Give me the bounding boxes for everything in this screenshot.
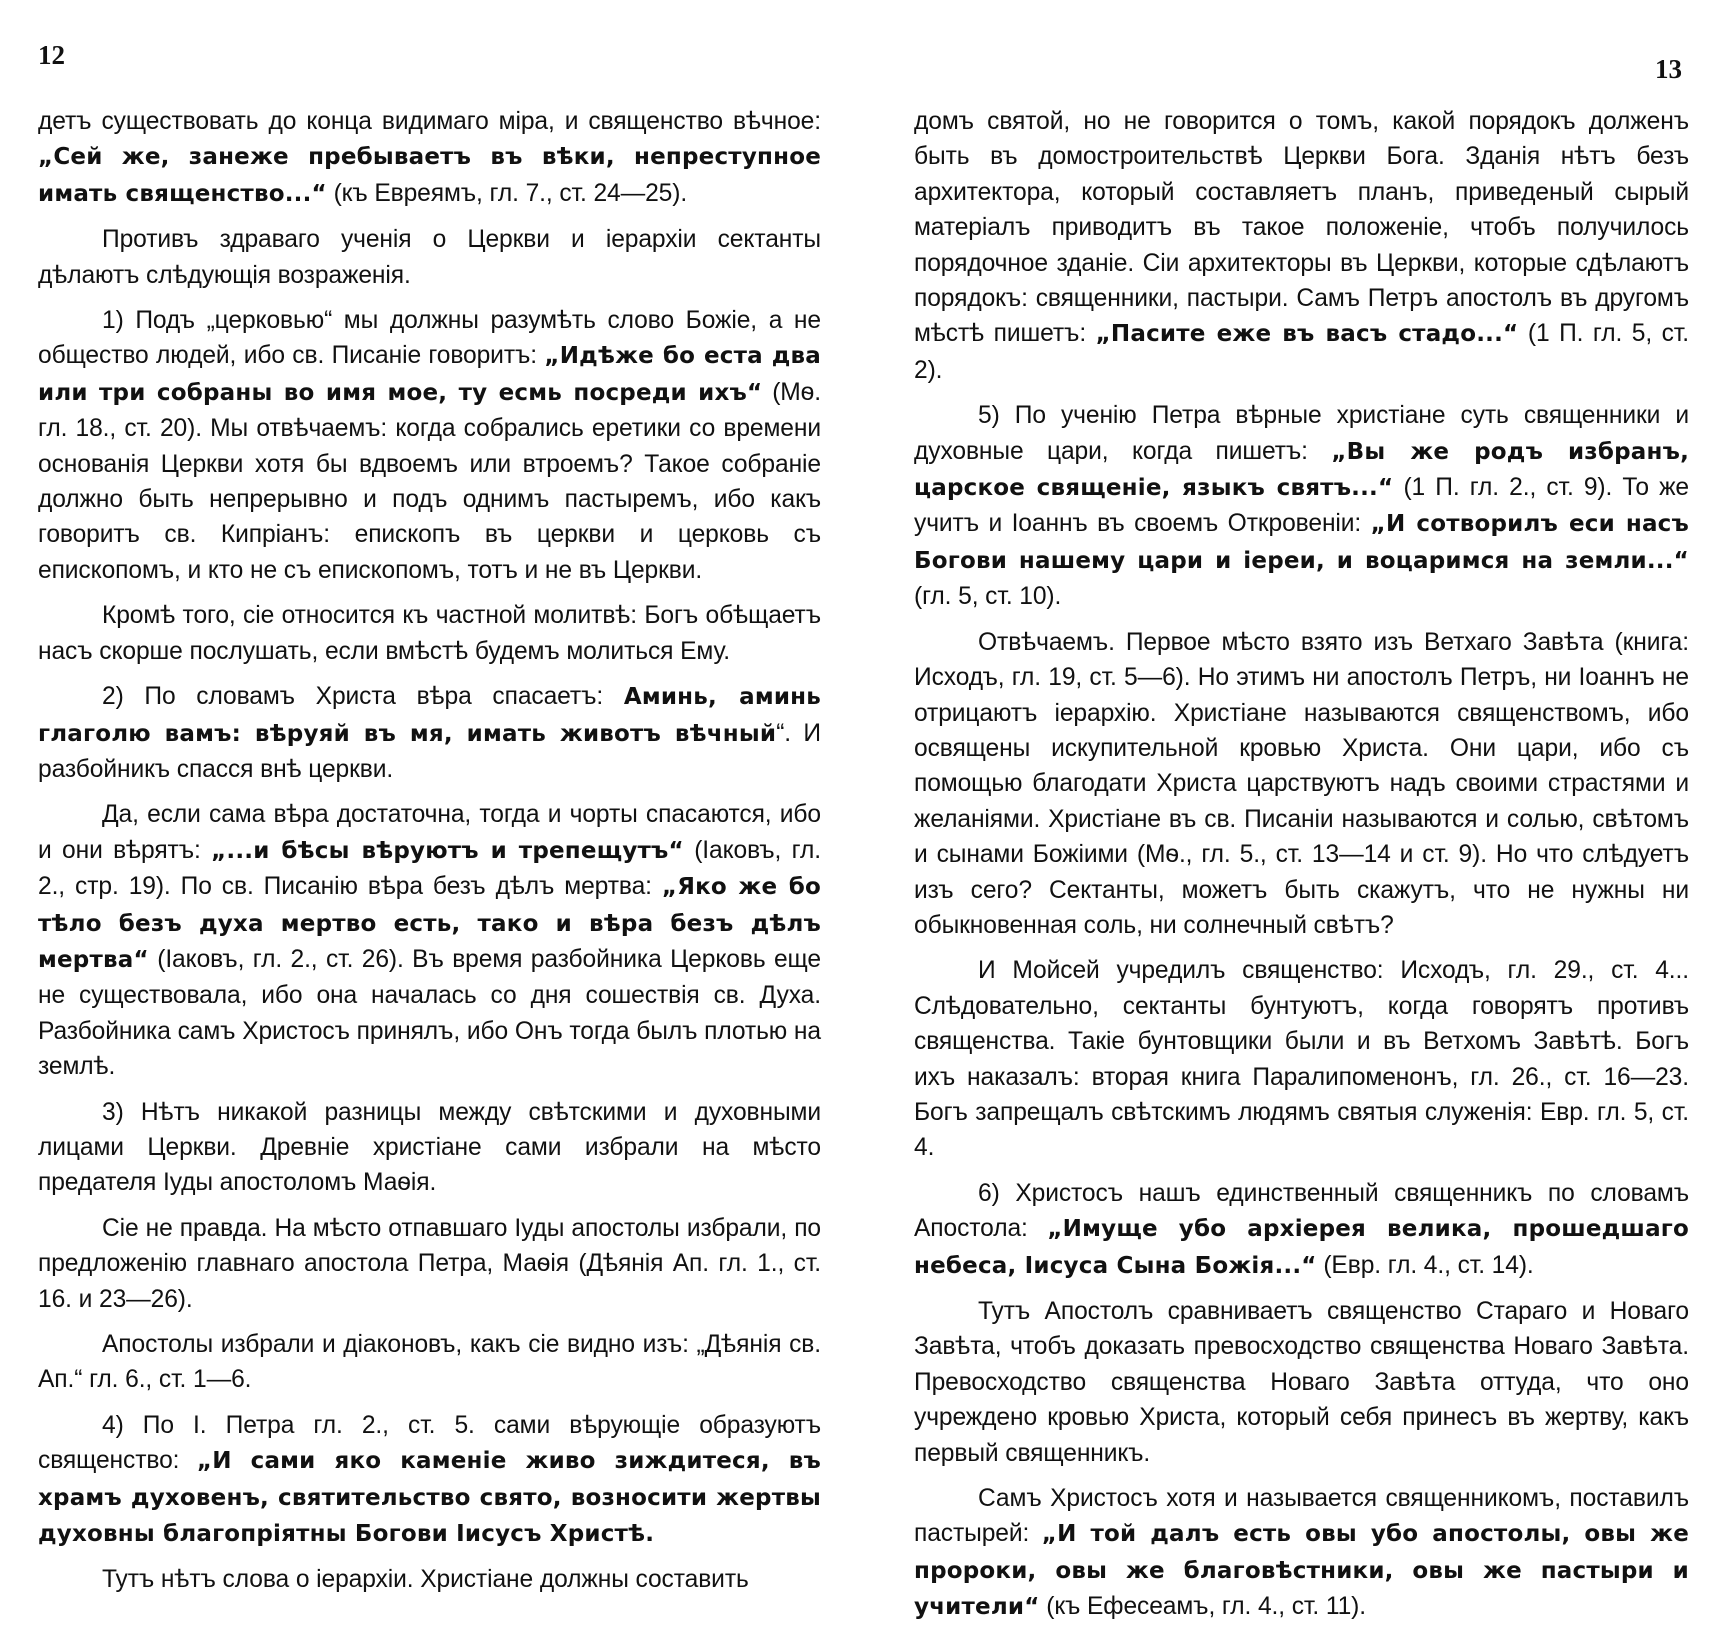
paragraph: 1) Подъ „церковью“ мы должны разумѣть слово Божіе, а не общество людей, ибо св. Писаніе говоритъ: „Идѣже бо еста два или три собраны во имя мое, ту есмь посреди ихъ“ (Мѳ. гл. 18., ст. 20). Мы отвѣчаемъ: когда собрались еретики со времени основанія Церкви хотя бы вдвоемъ или втроемъ? Такое собраніе должно быть непрерывно и подъ однимъ пастыремъ, ибо какъ говоритъ св. Кипріанъ: епископъ въ церкви и церковь съ епископомъ, и кто не съ епископомъ, тотъ и не въ Церкви. <box>38 307 821 584</box>
paragraph: Самъ Христосъ хотя и называется священникомъ, поставилъ пастырей: „И той далъ есть овы убо апостолы, овы же пророки, овы же благовѣстники, овы же пастыри и учители“ (къ Ефесеамъ, гл. 4., ст. 11). <box>914 1485 1689 1621</box>
paragraph: 2) По словамъ Христа вѣра спасаетъ: Аминь, аминь глаголю вамъ: вѣруяй въ мя, имать животъ вѣчный“. И разбойникъ спасся внѣ церкви. <box>38 683 821 783</box>
church-slavonic-quote: „Имуще убо архіерея велика, прошедшаго небеса, Іисуса Сына Божія...“ <box>914 1216 1690 1279</box>
paragraph: Апостолы избрали и діаконовъ, какъ сіе видно изъ: „Дѣянія св. Ап.“ гл. 6., ст. 1—6. <box>38 1331 821 1394</box>
church-slavonic-quote: „Пасите еже въ васъ стадо...“ <box>1095 321 1519 348</box>
paragraph: детъ существовать до конца видимаго міра, и священство вѣчное: „Сей же, занеже пребываетъ въ вѣки, непреступное имать священство...“ (къ Евреямъ, гл. 7., ст. 24—25). <box>38 108 821 207</box>
paragraph: Кромѣ того, сіе относится къ частной молитвѣ: Богъ обѣщаетъ насъ скорше послушать, если вмѣстѣ будемъ молиться Ему. <box>38 602 821 665</box>
paragraph: Сіе не правда. На мѣсто отпавшаго Іуды апостолы избрали, по предложенію главнаго апостола Петра, Маѳія (Дѣянія Ап. гл. 1., ст. 16. и 23—26). <box>38 1214 821 1313</box>
church-slavonic-quote: „И той далъ есть овы убо апостолы, овы же пророки, овы же благовѣстники, овы же пастыри и учители“ <box>914 1521 1689 1621</box>
church-slavonic-quote: „...и бѣсы вѣруютъ и трепещутъ“ <box>211 837 684 864</box>
church-slavonic-quote: „И сотворилъ еси насъ Богови нашему цари и іереи, и воцаримся на земли...“ <box>914 511 1689 574</box>
church-slavonic-quote: „Сей же, занеже пребываетъ въ вѣки, непреступное имать священство...“ <box>38 144 821 207</box>
paragraph: Тутъ нѣтъ слова о іерархіи. Христіане должны составить <box>102 1566 749 1594</box>
left-page-column <box>38 104 821 1608</box>
paragraph: 5) По ученію Петра вѣрные христіане суть священники и духовные цари, когда пишетъ: „Вы же родъ избранъ, царское священіе, языкъ святъ...“ (1 П. гл. 2., ст. 9). То же учитъ и Іоаннъ въ своемъ Откровеніи: „И сотворилъ еси насъ Богови нашему цари и іереи, и воцаримся на земли...“ (гл. 5, ст. 10). <box>914 402 1690 611</box>
church-slavonic-quote: „Вы же родъ избранъ, царское священіе, языкъ святъ...“ <box>914 438 1690 502</box>
paragraph: домъ святой, но не говорится о томъ, какой порядокъ долженъ быть въ домостроительствѣ Церкви Бога. Зданія нѣтъ безъ архитектора, который составляетъ планъ, приведеный сырый матеріалъ приводитъ въ такое положеніе, чтобъ получилось порядочное зданіе. Сіи архитекторы въ Церкви, которые сдѣлаютъ порядокъ: священники, пастыри. Самъ Петръ апостолъ въ другомъ мѣстѣ пишетъ: „Пасите еже въ васъ стадо...“ (1 П. гл. 5, ст. 2). <box>914 108 1689 384</box>
church-slavonic-quote: „Яко же бо тѣло безъ духа мертво есть, тако и вѣра безъ дѣлъ мертва“ <box>38 874 821 973</box>
paragraph: Да, если сама вѣра достаточна, тогда и чорты спасаются, ибо и они вѣрятъ: „...и бѣсы вѣруютъ и трепещутъ“ (Іаковъ, гл. 2., стр. 19). По св. Писанію вѣра безъ дѣлъ мертва: „Яко же бо тѣло безъ духа мертво есть, тако и вѣра безъ дѣлъ мертва“ (Іаковъ, гл. 2., ст. 26). Въ время разбойника Церковь еще не существовала, ибо она началась со дня сошествія св. Духа. Разбойника самъ Христосъ принялъ, ибо Онъ тогда былъ плотью на землѣ. <box>38 801 821 1081</box>
paragraph: 3) Нѣтъ никакой разницы между свѣтскими и духовными лицами Церкви. Древніе христіане сами избрали на мѣсто предателя Іуды апостоломъ Маѳія. <box>38 1098 821 1197</box>
paragraph: 4) По І. Петра гл. 2., ст. 5. сами вѣрующіе образуютъ священство: „И сами яко каменіе живо зиждитеся, въ храмъ духовенъ, святительство свято, возносити жертвы духовны благопріятны Богови Іисусъ Христѣ. <box>38 1411 821 1548</box>
paragraph: Отвѣчаемъ. Первое мѣсто взято изъ Ветхаго Завѣта (книга: Исходъ, гл. 19, ст. 5—6). Но этимъ ни апостолъ Петръ, ни Іоаннъ не отрицаютъ іерархію. Христіане называются священствомъ, ибо освящены искупительной кровью Христа. Они цари, ибо съ помощью благодати Христа царствуютъ надъ своими страстями и желаніями. Христіане въ св. Писаніи называются и солью, свѣтомъ и сынами Божіими (Мѳ., гл. 5., ст. 13—14 и ст. 9). Но что слѣдуетъ изъ сего? Сектанты, можетъ быть скажутъ, что не нужны ни обыкновенная соль, ни солнечный свѣтъ? <box>914 628 1689 939</box>
paragraph: И Мойсей учредилъ священство: Исходъ, гл. 29., ст. 4... Слѣдовательно, сектанты бунтуютъ, когда говорятъ противъ священства. Такіе бунтовщики были и въ Ветхомъ Завѣтѣ. Богъ ихъ наказалъ: вторая книга Паралипоменонъ, гл. 26., ст. 16—23. Богъ запрещалъ свѣтскимъ людямъ святыя служенія: Евр. гл. 5, ст. 4. <box>914 957 1689 1162</box>
paragraph: Тутъ Апостолъ сравниваетъ священство Стараго и Новаго Завѣта, чтобъ доказать превосходство священства Новаго Завѣта. Превосходство священства Новаго Завѣта оттуда, что оно учреждено кровью Христа, который себя принесъ въ жертву, какъ первый священникъ. <box>914 1298 1689 1467</box>
page-number-right: 13 <box>1655 54 1682 84</box>
church-slavonic-quote: Аминь, аминь глаголю вамъ: вѣруяй въ мя, имать животъ вѣчный <box>38 684 821 747</box>
right-page-column <box>914 104 1689 1636</box>
paragraph: Противъ здраваго ученія о Церкви и іерархіи сектанты дѣлаютъ слѣдующія возраженія. <box>38 226 821 289</box>
paragraph: 6) Христосъ нашъ единственный священникъ по словамъ Апостола: „Имуще убо архіерея велика, прошедшаго небеса, Іисуса Сына Божія...“ (Евр. гл. 4., ст. 14). <box>914 1179 1690 1279</box>
page-number-left: 12 <box>38 40 65 70</box>
church-slavonic-quote: „И сами яко каменіе живо зиждитеся, въ храмъ духовенъ, святительство свято, возносити жертвы духовны благопріятны Богови Іисусъ Христѣ. <box>38 1448 821 1548</box>
church-slavonic-quote: „Идѣже бо еста два или три собраны во имя мое, ту есмь посреди ихъ“ <box>38 343 821 406</box>
